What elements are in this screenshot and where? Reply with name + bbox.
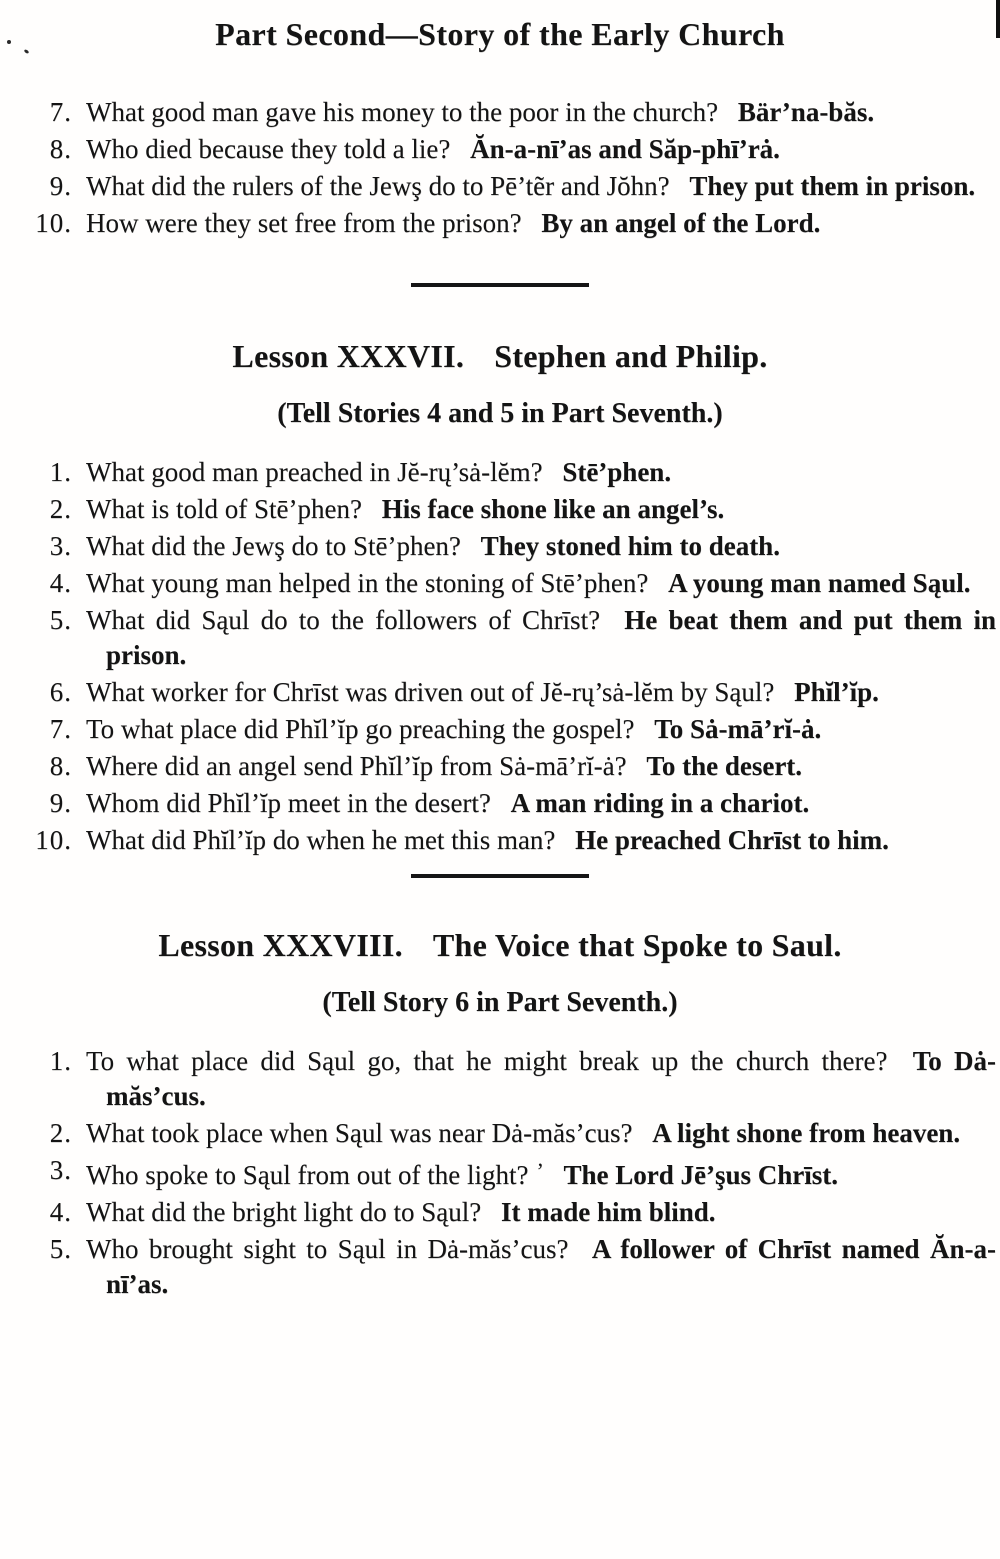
- qa-item: [0, 95, 1000, 130]
- question-text: Who brought sight to Sąul in Dȧ-măs’cus?: [86, 1234, 569, 1264]
- section-divider: [411, 874, 589, 878]
- answer-text: Phĭl’ĭp.: [794, 677, 879, 707]
- answer-text: They put them in prison.: [689, 171, 976, 201]
- lesson-number: Lesson XXXVII.: [232, 338, 465, 374]
- page-title: Part Second—Story of the Early Church: [215, 16, 785, 52]
- lesson-37-question-list: [0, 455, 1000, 858]
- answer-text: It made him blind.: [500, 1197, 716, 1227]
- item-number: 1.: [49, 1046, 72, 1076]
- section-divider: [411, 283, 589, 287]
- item-number: 5.: [49, 1234, 72, 1264]
- question-text: Where did an angel send Phĭl’ĭp from Sȧ-mā’rĭ-ȧ?: [86, 751, 627, 781]
- question-text: What good man preached in Jĕ-rų’sȧ-lĕm?: [86, 457, 543, 487]
- lesson-subtitle: (Tell Story 6 in Part Seventh.): [322, 987, 678, 1018]
- qa-item: [0, 455, 1000, 490]
- answer-text: His face shone like an angel’s.: [381, 494, 725, 524]
- item-number: 8.: [49, 134, 72, 164]
- answer-text: A follower of Chrīst named Ăn-a-nī’as.: [106, 1234, 996, 1299]
- answer-text: A light shone from heaven.: [652, 1118, 961, 1148]
- qa-item: [0, 823, 1000, 858]
- answer-text: A young man named Sąul.: [668, 568, 971, 598]
- question-text: Who spoke to Sąul from out of the light?: [86, 1160, 529, 1190]
- question-text: Who died because they told a lie?: [86, 134, 451, 164]
- answer-text: He preached Chrīst to him.: [575, 825, 889, 855]
- qa-item: [0, 1116, 1000, 1151]
- intro-question-list: [0, 95, 1000, 241]
- lesson-heading: [0, 924, 1000, 966]
- item-number: 9.: [49, 788, 72, 818]
- answer-text: Stē’phen.: [562, 457, 672, 487]
- answer-text: Bär’na-băs.: [737, 97, 875, 127]
- item-number: 9.: [49, 171, 72, 201]
- lesson-name: The Voice that Spoke to Saul.: [432, 927, 842, 963]
- question-text: What worker for Chrīst was driven out of Jĕ-rų’sȧ-lĕm by Sąul?: [86, 677, 775, 707]
- lesson-heading: [0, 335, 1000, 377]
- question-text: What did Phĭl’ĭp do when he met this man?: [86, 825, 556, 855]
- item-number: 10.: [35, 825, 72, 855]
- stray-apostrophe-mark: ’: [536, 1158, 544, 1183]
- question-text: To what place did Phĭl’ĭp go preaching the gospel?: [86, 714, 635, 744]
- question-text: How were they set free from the prison?: [86, 208, 522, 238]
- item-number: 8.: [49, 751, 72, 781]
- qa-item: [0, 1153, 1000, 1193]
- answer-text: They stoned him to death.: [480, 531, 780, 561]
- qa-item: [0, 603, 1000, 673]
- qa-item: [0, 712, 1000, 747]
- question-text: What did the Jewş do to Stē’phen?: [86, 531, 461, 561]
- item-number: 4.: [49, 1197, 72, 1227]
- scan-speck-icon: [7, 40, 11, 44]
- item-number: 3.: [49, 531, 72, 561]
- question-text: What did Sąul do to the followers of Chrīst?: [86, 605, 601, 635]
- question-text: What young man helped in the stoning of Stē’phen?: [86, 568, 649, 598]
- qa-item: [0, 1044, 1000, 1114]
- question-text: What is told of Stē’phen?: [86, 494, 362, 524]
- question-text: What did the bright light do to Sąul?: [86, 1197, 482, 1227]
- qa-item: [0, 1195, 1000, 1230]
- answer-text: The Lord Jē’şus Chrīst.: [563, 1160, 839, 1190]
- lesson-number: Lesson XXXVIII.: [158, 927, 403, 963]
- answer-text: Ăn-a-nī’as and Săp-phī’rȧ.: [470, 134, 780, 164]
- lesson-subtitle: (Tell Stories 4 and 5 in Part Seventh.): [277, 398, 723, 429]
- answer-text: By an angel of the Lord.: [541, 208, 821, 238]
- item-number: 3.: [49, 1155, 72, 1185]
- question-text: To what place did Sąul go, that he might break up the church there?: [86, 1046, 888, 1076]
- question-text: What good man gave his money to the poor in the church?: [86, 97, 719, 127]
- qa-item: [0, 566, 1000, 601]
- scan-edge-mark: [996, 0, 1000, 38]
- qa-item: [0, 1232, 1000, 1302]
- answer-text: A man riding in a chariot.: [510, 788, 810, 818]
- item-number: 2.: [49, 1118, 72, 1148]
- qa-item: [0, 786, 1000, 821]
- lesson-name: Stephen and Philip.: [494, 338, 768, 374]
- qa-item: [0, 675, 1000, 710]
- answer-text: He beat them and put them in prison.: [106, 605, 997, 670]
- qa-item: [0, 749, 1000, 784]
- item-number: 2.: [49, 494, 72, 524]
- answer-text: To Sȧ-mā’rĭ-ȧ.: [654, 714, 822, 744]
- answer-text: To the desert.: [646, 751, 803, 781]
- item-number: 7.: [49, 714, 72, 744]
- item-number: 7.: [49, 97, 72, 127]
- answer-text: To Dȧ-măs’cus.: [106, 1046, 996, 1111]
- item-number: 10.: [35, 208, 72, 238]
- question-text: Whom did Phĭl’ĭp meet in the desert?: [86, 788, 491, 818]
- item-number: 5.: [49, 605, 72, 635]
- lesson-38-question-list: [0, 1044, 1000, 1302]
- question-text: What took place when Sąul was near Dȧ-măs’cus?: [86, 1118, 633, 1148]
- qa-item: [0, 492, 1000, 527]
- item-number: 1.: [49, 457, 72, 487]
- item-number: 6.: [49, 677, 72, 707]
- qa-item: [0, 529, 1000, 564]
- question-text: What did the rulers of the Jewş do to Pē’tẽr and Jŏhn?: [86, 171, 670, 201]
- qa-item: [0, 169, 1000, 204]
- qa-item: [0, 132, 1000, 167]
- item-number: 4.: [49, 568, 72, 598]
- qa-item: [0, 206, 1000, 241]
